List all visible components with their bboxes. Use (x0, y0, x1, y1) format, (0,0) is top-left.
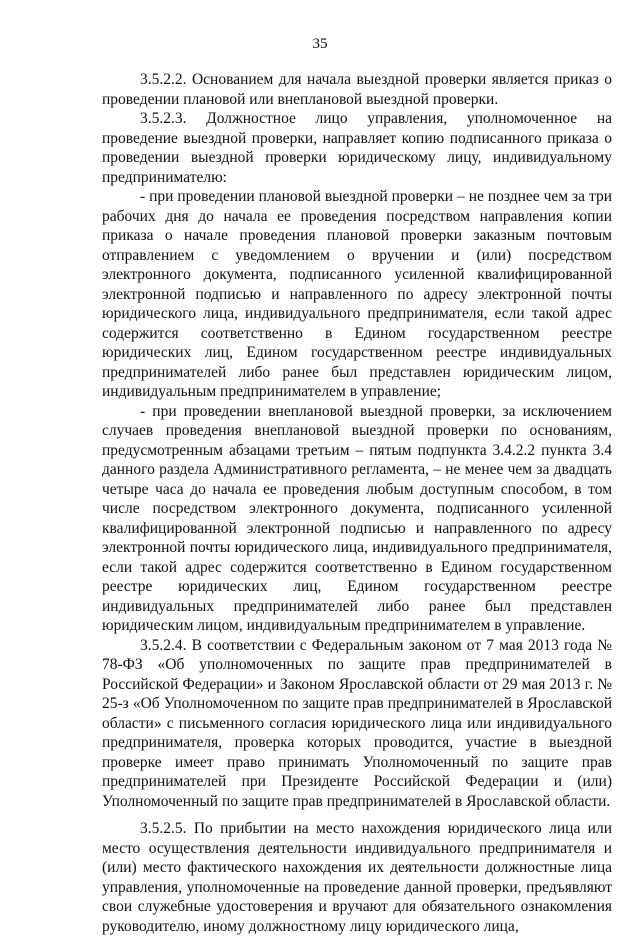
document-body (102, 70, 612, 936)
page-number: 35 (312, 36, 328, 52)
paragraph-3-5-2-3: 3.5.2.3. Должностное лицо управления, уполномоченное на проведение выездной проверки, направляет копию подписанного приказа о проведении выездной проверки юридическому лицу, индивидуальному предпринимателю: (102, 110, 612, 186)
paragraph-3-5-2-2: 3.5.2.2. Основанием для начала выездной проверки является приказ о проведении плановой или внеплановой выездной проверки. (102, 71, 612, 108)
paragraph-3-5-2-5: 3.5.2.5. По прибытии на место нахождения юридического лица или место осуществления деятельности индивидуального предпринимателя и (или) место фактического нахождения их деятельности должностные лица управления, уполномоченные на проведение данной проверки, предъявляют свои служебные удостоверения и вручают для обязательного ознакомления руководителю, иному должностному лицу юридического лица, (102, 820, 612, 935)
paragraph-3-5-2-4: 3.5.2.4. В соответствии с Федеральным законом от 7 мая 2013 года № 78-ФЗ «Об уполномоченных по защите прав предпринимателей в Российской Федерации» и Законом Ярославской области от 29 мая 2013 г. № 25-з «Об Уполномоченном по защите прав предпринимателей в Ярославской области» с письменного согласия юридического лица или индивидуального предпринимателя, проверка которых проводится, участие в выездной проверке имеет право принимать Уполномоченный по защите прав предпринимателей при Президенте Российской Федерации и (или) Уполномоченный по защите прав предпринимателей в Ярославской области. (102, 636, 612, 810)
list-item-unplanned-inspection: - при проведении внеплановой выездной проверки, за исключением случаев проведения внеплановой выездной проверки по основаниям, предусмотренным абзацами третьим – пятым подпункта 3.4.2.2 пункта 3.4 данного раздела Административного регламента, – не менее чем за двадцать четыре часа до начала ее проведения любым доступным способом, в том числе посредством электронного документа, подписанного усиленной квалифицированной электронной подписью и направленного по адресу электронной почты юридического лица, индивидуального предпринимателя, если такой адрес содержится соответственно в Едином государственном реестре юридических лиц, Едином государственном реестре индивидуальных предпринимателей либо ранее был представлен юридическим лицом, индивидуальным предпринимателем в управление. (102, 402, 612, 634)
list-item-planned-inspection: - при проведении плановой выездной проверки – не позднее чем за три рабочих дня до начала ее проведения посредством направления копии приказа о начале проведения плановой проверки заказным почтовым отправлением с уведомлением о вручении и (или) посредством электронного документа, подписанного усиленной квалифицированной электронной подписью и направленного по адресу электронной почты юридического лица, индивидуального предпринимателя, если такой адрес содержится соответственно в Едином государственном реестре юридических лиц, Едином государственном реестре индивидуальных предпринимателей либо ранее был представлен юридическим лицом, индивидуальным предпринимателем в управление; (102, 188, 612, 400)
